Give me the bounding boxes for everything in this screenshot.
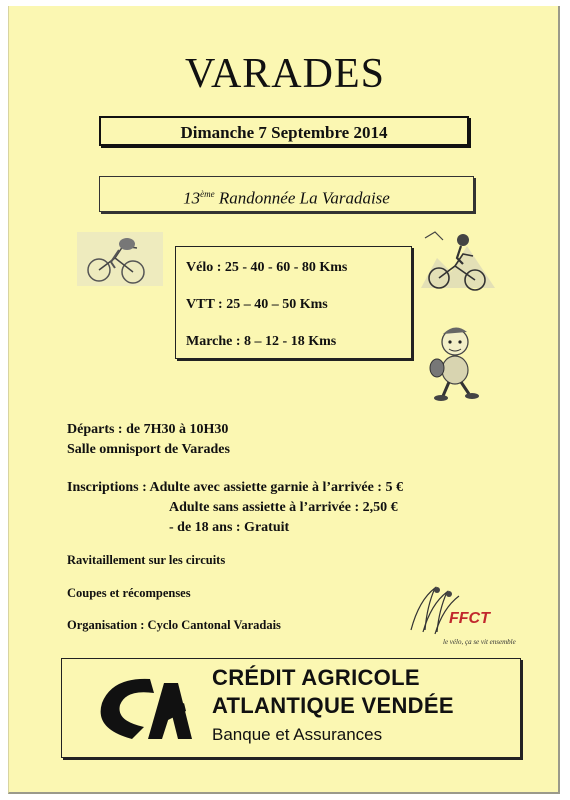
- flyer-page: [8, 6, 560, 794]
- inscriptions-adult-full: Inscriptions : Adulte avec assiette garnie à l’arrivée : 5 €: [67, 480, 403, 495]
- ravitaillement-line: Ravitaillement sur les circuits: [67, 553, 226, 567]
- sponsor-box: [61, 658, 521, 758]
- circuit-vtt: VTT : 25 – 40 – 50 Kms: [186, 297, 328, 312]
- cyclist-illustration-left: [75, 228, 165, 290]
- credit-agricole-logo-icon: [92, 673, 196, 745]
- departs-location: Salle omnisport de Varades: [67, 442, 230, 457]
- ffct-label: FFCT: [449, 610, 490, 627]
- vertical-print-mention: [521, 394, 535, 664]
- coupes-line: Coupes et récompenses: [67, 586, 191, 600]
- inscriptions-under-18: - de 18 ans : Gratuit: [169, 520, 290, 535]
- circuits-box: [175, 246, 412, 359]
- circuit-velo: Vélo : 25 - 40 - 60 - 80 Kms: [186, 260, 348, 275]
- inscriptions-adult-simple: Adulte sans assiette à l’arrivée : 2,50 €: [169, 500, 398, 515]
- randonnee-name: Randonnée La Varadaise: [218, 188, 390, 208]
- sponsor-name-line1: CRÉDIT AGRICOLE: [212, 665, 420, 690]
- organisation-line: Organisation : Cyclo Cantonal Varadais: [67, 618, 281, 632]
- page-title: VARADES: [185, 51, 385, 97]
- edition-number: 13: [183, 188, 201, 208]
- sponsor-tagline: Banque et Assurances: [212, 725, 383, 744]
- departs-line: Départs : de 7H30 à 10H30: [67, 422, 229, 437]
- date-box: Dimanche 7 Septembre 2014: [99, 116, 469, 146]
- walker-mascot-illustration: [425, 322, 485, 402]
- circuit-marche: Marche : 8 – 12 - 18 Kms: [186, 334, 337, 349]
- mountain-biker-illustration: [417, 228, 499, 294]
- edition-suffix: ème: [200, 189, 215, 199]
- ffct-tagline: le vélo, ça se vit ensemble: [443, 638, 516, 646]
- sponsor-name-line2: ATLANTIQUE VENDÉE: [212, 693, 454, 718]
- randonnee-title-box: [99, 176, 474, 212]
- ffct-logo: [405, 580, 516, 650]
